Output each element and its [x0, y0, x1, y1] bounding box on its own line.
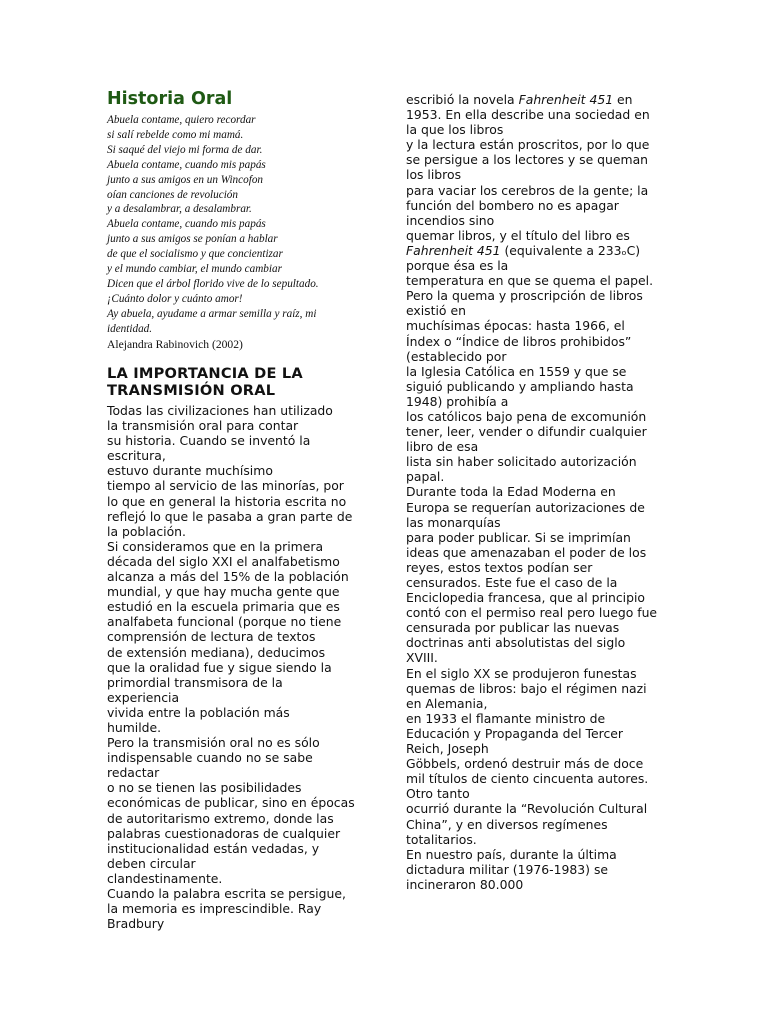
text-line: que la oralidad fue y sigue siendo la — [107, 659, 332, 675]
text-line: alcanza a más del 15% de la población — [107, 569, 349, 585]
text-line: indispensable cuando no se sabe — [107, 750, 313, 766]
text-line: Reich, Joseph — [406, 741, 489, 757]
poem-line: oían canciones de revolución — [107, 188, 238, 201]
text-line: deben circular — [107, 855, 196, 871]
text-line: incendios sino — [406, 212, 495, 228]
text-line: Cuando la palabra escrita se persigue, — [107, 886, 346, 901]
text-line: Educación y Propaganda del Tercer — [406, 725, 623, 741]
section-heading-line: LA IMPORTANCIA DE LA — [107, 365, 303, 382]
text-line: o no se tienen las posibilidades — [107, 780, 302, 796]
text-line: ideas que amenazaban el poder de los — [406, 544, 647, 560]
text-line: la Iglesia Católica en 1559 y que se — [406, 363, 627, 379]
text-line: década del siglo XXI el analfabetismo — [107, 553, 340, 569]
text-line: reyes, estos textos podían ser — [406, 559, 593, 575]
poem-line: Abuela contame, cuando mis papás — [107, 158, 266, 171]
text-line: porque ésa es la — [406, 258, 509, 274]
text-line: los libros — [406, 167, 462, 183]
poem-line: y a desalambrar, a desalambrar. — [107, 203, 252, 216]
poem-line: Ay abuela, ayudame a armar semilla y raíz, mi — [107, 307, 317, 320]
text-line: incineraron 80.000 — [406, 876, 524, 892]
text-line: Bradbury — [107, 916, 165, 932]
text-line: para poder publicar. Si se imprimían — [406, 529, 631, 545]
text-line: Pero la transmisión oral no es sólo — [107, 735, 320, 751]
page-title: Historia Oral — [107, 89, 233, 109]
text-line: XVIII. — [406, 650, 438, 666]
text-line: Enciclopedia francesa, que al principio — [406, 590, 646, 606]
text-line: primordial transmisora de la — [107, 674, 283, 690]
text-line: (establecido por — [406, 348, 507, 364]
text-line: reflejó lo que le pasaba a gran parte de — [107, 508, 353, 524]
poem-attribution: Alejandra Rabinovich (2002) — [107, 338, 243, 351]
text-line: 1948) prohibía a — [406, 393, 509, 409]
text-line: censurados. Este fue el caso de la — [406, 575, 618, 590]
text-line: se persigue a los lectores y se queman — [406, 152, 649, 168]
text-line: redactar — [107, 765, 160, 781]
poem-line: junto a sus amigos se ponían a hablar — [107, 233, 278, 246]
text-line: y la lectura están proscritos, por lo que — [406, 137, 650, 153]
text-line: quemar libros, y el título del libro es — [406, 227, 630, 243]
text-line: de extensión mediana), deducimos — [107, 644, 326, 660]
right-body-text — [406, 92, 657, 892]
text-line: la memoria es imprescindible. Ray — [107, 901, 322, 917]
text-line: tiempo al servicio de las minorías, por — [107, 478, 344, 494]
text-line: Índex o “Índice de libros prohibidos” — [406, 333, 632, 349]
poem-line: Dicen que el árbol florido vive de lo sepultado. — [107, 277, 319, 290]
text-line: existió en — [406, 303, 466, 319]
text-line: doctrinas anti absolutistas del siglo — [406, 635, 626, 651]
text-line: humilde. — [107, 719, 162, 735]
text-line: vivida entre la población más — [107, 704, 290, 720]
poem-line: y el mundo cambiar, el mundo cambiar — [107, 263, 282, 276]
text-line: siguió publicando y ampliando hasta — [406, 378, 634, 394]
text-line: la que los libros — [406, 122, 504, 138]
book-title: Fahrenheit 451 — [406, 242, 501, 258]
text-line: mundial, y que hay mucha gente que — [107, 584, 340, 600]
text-line: quemas de libros: bajo el régimen nazi — [406, 680, 647, 696]
text-line: para vaciar los cerebros de la gente; la — [406, 182, 649, 198]
poem-line: Si saqué del viejo mi forma de dar. — [107, 143, 263, 156]
section-heading-line: TRANSMISIÓN ORAL — [107, 381, 276, 399]
text-line: Todas las civilizaciones han utilizado — [107, 403, 333, 418]
text-line: mil títulos de ciento cincuenta autores. — [406, 771, 649, 787]
text-line: temperatura en que se quema el papel. — [406, 273, 654, 289]
text-line: China”, y en diversos regímenes — [406, 816, 608, 832]
text-line: Göbbels, ordenó destruir más de doce — [406, 756, 644, 772]
text-line: escritura, — [107, 448, 166, 464]
text-line: institucionalidad están vedadas, y — [107, 840, 320, 856]
text-line: experiencia — [107, 689, 180, 705]
text-line — [406, 92, 657, 107]
text-line: contó con el permiso real pero luego fue — [406, 605, 658, 621]
text-fragment: (equivalente a 233ₒC) — [500, 242, 641, 258]
text-line: palabras cuestionadoras de cualquier — [107, 825, 341, 841]
book-title: Fahrenheit 451 — [518, 92, 614, 107]
poem-line: junto a sus amigos en un Wincofon — [107, 173, 264, 186]
text-line: Si consideramos que en la primera — [107, 538, 324, 554]
section-heading — [107, 366, 367, 399]
text-fragment: escribió la novela — [406, 92, 519, 107]
text-line: totalitarios. — [406, 831, 477, 847]
left-body-text — [107, 403, 355, 931]
text-line: en 1933 el flamante ministro de — [406, 710, 606, 726]
text-line: en Alemania, — [406, 695, 488, 711]
poem — [107, 113, 367, 337]
text-line: su historia. Cuando se inventó la — [107, 433, 311, 449]
text-fragment: en — [613, 92, 633, 107]
poem-line: identidad. — [107, 322, 153, 335]
poem-line: Abuela contame, quiero recordar — [107, 114, 256, 126]
text-line: En nuestro país, durante la última — [406, 846, 617, 862]
text-line: tener, leer, vender o difundir cualquier — [406, 424, 647, 440]
poem-line: Abuela contame, cuando mis papás — [107, 218, 266, 231]
text-line: la transmisión oral para contar — [107, 418, 299, 434]
text-line: ocurrió durante la “Revolución Cultural — [406, 801, 648, 817]
text-line: dictadura militar (1976-1983) se — [406, 861, 609, 877]
text-line: la población. — [107, 523, 186, 539]
text-line: Otro tanto — [406, 786, 470, 802]
text-line: función del bombero no es apagar — [406, 197, 619, 213]
text-line: Europa se requerían autorizaciones de — [406, 499, 645, 515]
text-line: estudió en la escuela primaria que es — [107, 599, 340, 615]
text-line: de autoritarismo extremo, donde las — [107, 810, 334, 826]
text-line: muchísimas épocas: hasta 1966, el — [406, 318, 625, 334]
text-line: económicas de publicar, sino en épocas — [107, 795, 355, 811]
poem-line: ¡Cuánto dolor y cuánto amor! — [107, 292, 243, 305]
text-line: En el siglo XX se produjeron funestas — [406, 665, 637, 681]
poem-line: si salí rebelde como mi mamá. — [107, 128, 244, 141]
text-line: censurada por publicar las nuevas — [406, 620, 620, 636]
text-line: Durante toda la Edad Moderna en — [406, 484, 616, 500]
text-line: lo que en general la historia escrita no — [107, 493, 347, 509]
text-line: 1953. En ella describe una sociedad en — [406, 107, 650, 123]
text-line: comprensión de lectura de textos — [107, 629, 316, 645]
text-line — [406, 243, 657, 258]
text-line: las monarquías — [406, 514, 501, 530]
text-line: estuvo durante muchísimo — [107, 463, 273, 479]
text-line: clandestinamente. — [107, 870, 223, 886]
poem-line: de que el socialismo y que concientizar — [107, 248, 283, 261]
text-line: papal. — [406, 469, 445, 485]
text-line: analfabeta funcional (porque no tiene — [107, 614, 342, 630]
text-line: libro de esa — [406, 439, 479, 455]
text-line: Pero la quema y proscripción de libros — [406, 288, 643, 304]
text-line: los católicos bajo pena de excomunión — [406, 408, 647, 424]
text-line: lista sin haber solicitado autorización — [406, 454, 637, 470]
